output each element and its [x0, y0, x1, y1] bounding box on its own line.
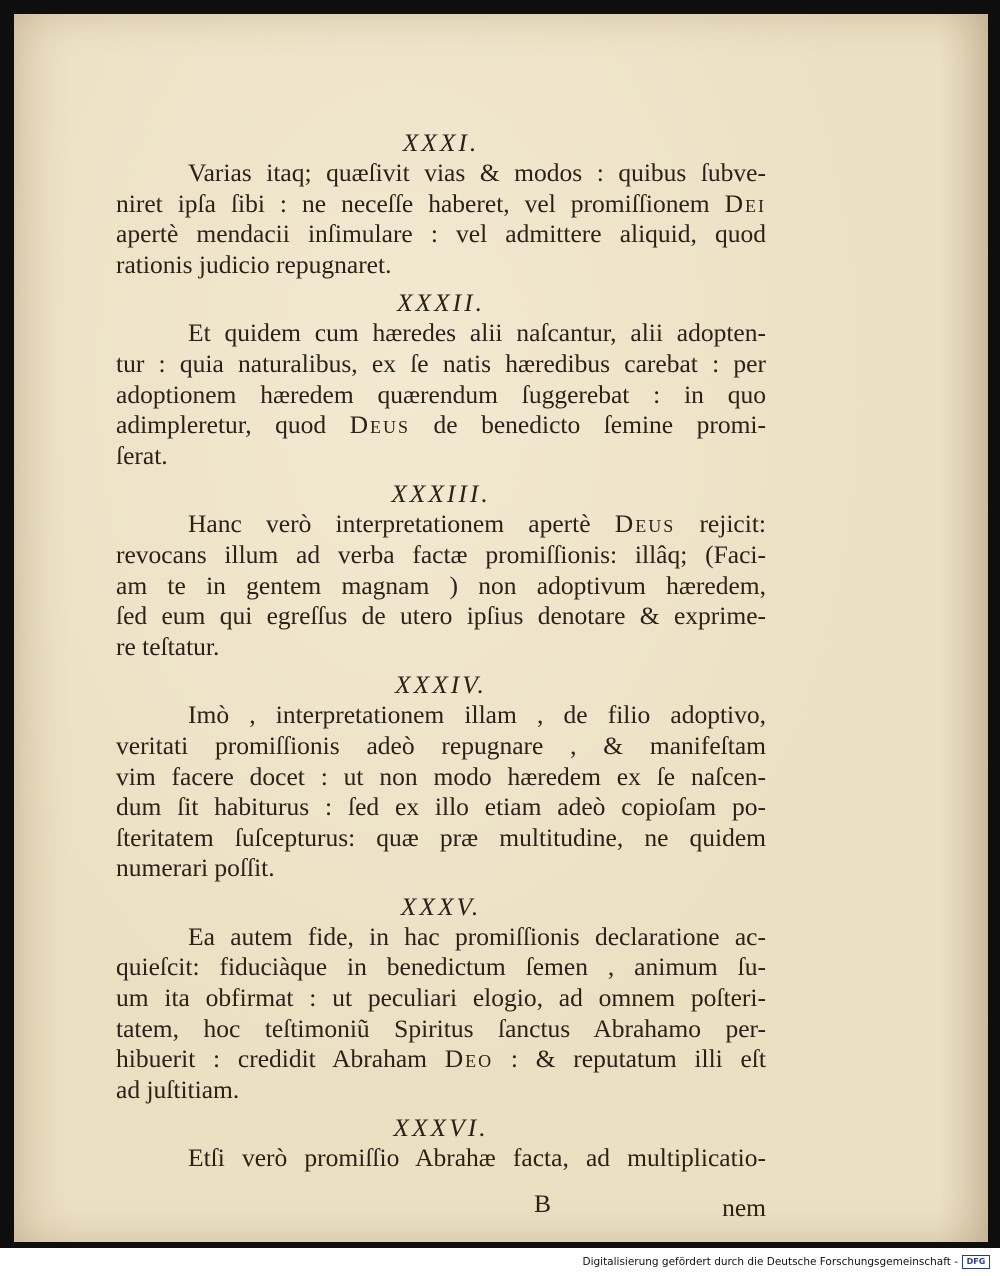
- text-run: tatem, hoc teſtimoniũ Spiritus ſanctus Abrahamo per-: [116, 1013, 766, 1043]
- text-run: adoptionem hæredem quærendum ſuggerebat : in quo: [116, 379, 766, 409]
- text-line: [116, 219, 766, 250]
- text-line: [116, 792, 766, 823]
- text-run: vim facere docet : ut non modo hæredem ex ſe naſcen-: [116, 761, 766, 791]
- text-run: Varias itaq; quæſivit vias & modos : quibus ſubve-: [188, 158, 766, 187]
- text-line: [116, 632, 766, 663]
- section-heading: XXXIV.: [395, 670, 487, 700]
- text-line: [116, 1014, 766, 1045]
- text-line: [116, 410, 766, 441]
- text-line: [116, 540, 766, 571]
- text-run: apertè mendacii inſimulare : vel admittere aliquid, quod: [116, 219, 766, 249]
- text-line: [116, 189, 766, 220]
- text-run: rationis judicio repugnaret.: [116, 249, 392, 279]
- text-line: [116, 601, 766, 632]
- text-run: ſerat.: [116, 440, 168, 470]
- text-run: dum ſit habiturus : ſed ex illo etiam adeò copioſam po-: [116, 792, 766, 822]
- text-run: am te in gentem magnam ) non adoptivum hæredem,: [116, 570, 766, 600]
- text-line: [116, 441, 766, 472]
- text-run: adimpleretur, quod: [116, 410, 350, 440]
- text-line: [116, 571, 766, 602]
- small-caps-word: Deo: [444, 1044, 494, 1074]
- text-run: numerari poſſit.: [116, 853, 275, 883]
- page-footer: [116, 1189, 766, 1223]
- text-run: re teſtatur.: [116, 631, 220, 661]
- section-heading: XXXI.: [402, 128, 480, 157]
- text-line: [116, 731, 766, 762]
- signature-mark: B: [534, 1189, 552, 1218]
- dfg-logo: DFG: [962, 1255, 990, 1269]
- section-paragraph: [116, 1143, 766, 1174]
- section-heading: XXXII.: [396, 288, 486, 318]
- text-run: tur : quia naturalibus, ex ſe natis hæredibus carebat : per: [116, 348, 766, 378]
- text-run: Ea autem fide, in hac promiſſionis declaratione ac-: [188, 921, 766, 951]
- text-run: : & reputatum illi eſt: [493, 1044, 766, 1074]
- text-line: [116, 349, 766, 380]
- text-line: [116, 318, 766, 349]
- text-run: quieſcit: fiduciàque in benedictum ſemen , animum ſu-: [116, 952, 766, 982]
- page-text: [116, 128, 766, 1182]
- text-line: [116, 922, 766, 953]
- section-paragraph: [116, 922, 766, 1106]
- text-run: ad juſtitiam.: [116, 1074, 240, 1104]
- text-line: [116, 853, 766, 884]
- text-run: Et quidem cum hæredes alii naſcantur, alii adopten-: [188, 318, 766, 348]
- catchword: nem: [722, 1193, 766, 1222]
- section-paragraph: [116, 700, 766, 884]
- section-paragraph: [116, 158, 766, 280]
- credit-text: Digitalisierung gefördert durch die Deutsche Forschungsgemeinschaft -: [582, 1256, 958, 1268]
- section-heading: XXXIII.: [391, 479, 491, 509]
- text-line: [116, 983, 766, 1014]
- text-run: Imò , interpretationem illam , de filio adoptivo,: [188, 700, 766, 730]
- text-run: niret ipſa ſibi : ne neceſſe haberet, vel promiſſionem: [116, 188, 725, 218]
- section-paragraph: [116, 509, 766, 662]
- digitization-credit: [582, 1255, 990, 1269]
- text-run: hibuerit : credidit Abraham: [116, 1044, 445, 1074]
- text-run: Etſi verò promiſſio Abrahæ facta, ad multiplicatio-: [188, 1143, 766, 1173]
- text-line: [116, 1075, 766, 1106]
- text-line: [116, 380, 766, 411]
- text-line: [116, 1044, 766, 1075]
- section-heading: XXXVI.: [393, 1113, 489, 1143]
- book-page: [14, 14, 988, 1242]
- text-run: ſed eum qui egreſſus de utero ipſius denotare & exprime-: [116, 601, 766, 631]
- section-heading: XXXV.: [400, 891, 482, 921]
- text-run: Hanc verò interpretationem apertè: [188, 509, 615, 539]
- small-caps-word: Dei: [724, 188, 766, 218]
- text-line: [116, 823, 766, 854]
- text-run: rejicit:: [675, 509, 766, 539]
- text-run: de benedicto ſemine promi-: [410, 410, 766, 440]
- text-run: ſteritatem ſuſcepturus: quæ præ multitudine, ne quidem: [116, 822, 766, 852]
- text-line: [116, 700, 766, 731]
- text-line: [116, 509, 766, 540]
- text-run: veritati promiſſionis adeò repugnare , & manifeſtam: [116, 730, 766, 760]
- text-line: [116, 250, 766, 281]
- text-line: [116, 762, 766, 793]
- section-paragraph: [116, 318, 766, 471]
- small-caps-word: Deus: [614, 509, 676, 539]
- text-run: um ita obfirmat : ut peculiari elogio, ad omnem poſteri-: [116, 983, 766, 1013]
- text-line: [116, 952, 766, 983]
- text-line: [116, 1143, 766, 1174]
- small-caps-word: Deus: [349, 410, 411, 440]
- text-run: revocans illum ad verba factæ promiſſionis: illâq; (Faci-: [116, 539, 766, 569]
- text-line: [116, 158, 766, 189]
